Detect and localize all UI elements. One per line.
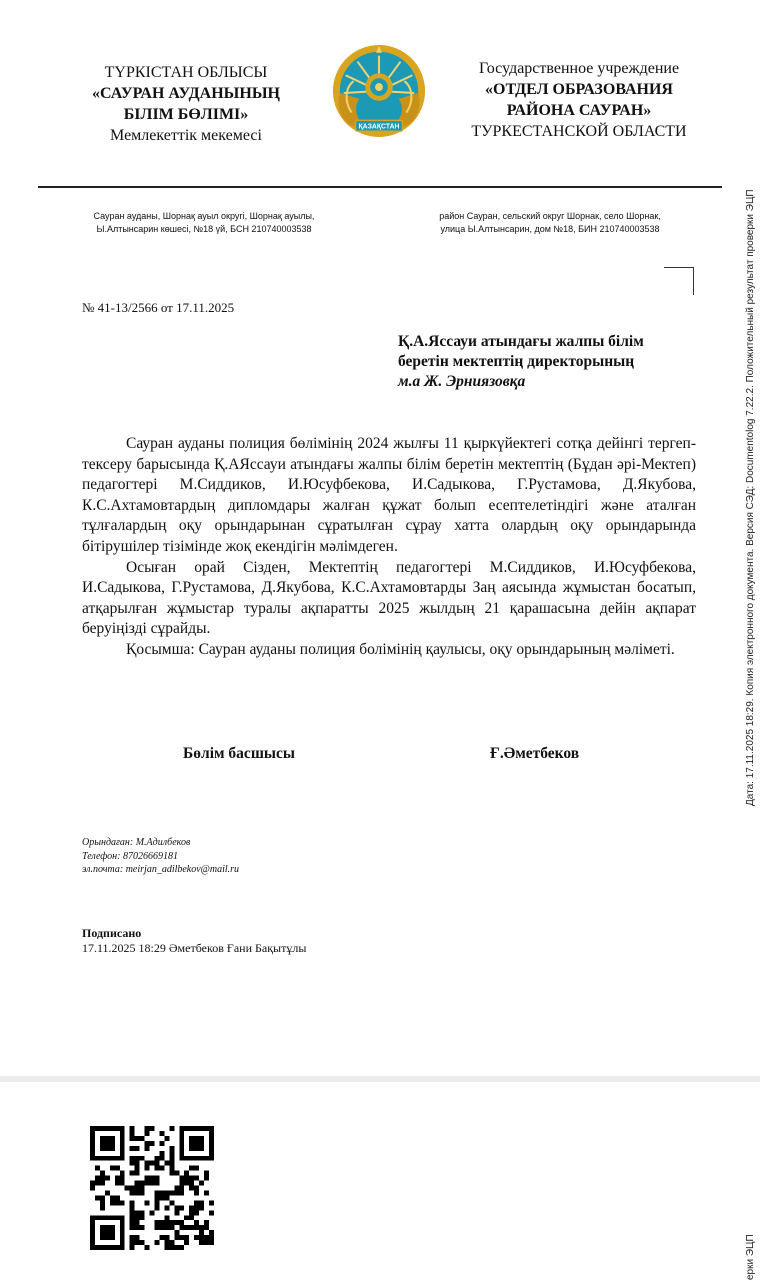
region-name-kz: ТҮРКІСТАН ОБЛЫСЫ bbox=[104, 64, 268, 81]
org-name-ru-2: РАЙОНА САУРАН» bbox=[506, 102, 652, 119]
header-divider bbox=[38, 186, 722, 188]
header-kazakh bbox=[66, 62, 306, 146]
address-ru-line: район Сауран, сельский округ Шорнак, село Шорнак, bbox=[439, 211, 661, 221]
addressee bbox=[398, 332, 698, 392]
emblem-text: ҚАЗАҚСТАН bbox=[358, 123, 400, 131]
side-verification-stamp: Дата: 17.11.2025 18:29. Копия электронного документа. Версия СЭД: Documentolog 7.22.2. Положительный результат проверки ЭЦП bbox=[745, 189, 756, 806]
executor-phone: Телефон: 87026669181 bbox=[82, 850, 178, 862]
address-kz-line: Сауран ауданы, Шорнақ ауыл округі, Шорнақ ауылы, bbox=[93, 211, 315, 221]
address-kazakh bbox=[66, 210, 342, 236]
signatory-name: Ғ.Әметбеков bbox=[490, 745, 580, 762]
address-russian bbox=[420, 210, 680, 236]
org-name-kz-2: БІЛІМ БӨЛІМІ» bbox=[123, 106, 249, 123]
digital-signature-block bbox=[82, 926, 306, 956]
org-name-ru-1: «ОТДЕЛ ОБРАЗОВАНИЯ bbox=[485, 81, 673, 98]
org-type-ru: Государственное учреждение bbox=[478, 60, 680, 77]
side-verification-stamp-page2: ерки ЭЦП bbox=[745, 1234, 756, 1280]
addressee-line: беретін мектептің директорының bbox=[398, 353, 635, 370]
executor-info bbox=[82, 836, 239, 877]
region-name-ru: ТУРКЕСТАНСКОЙ ОБЛАСТИ bbox=[471, 123, 687, 140]
body-paragraph: Сауран ауданы полиция бөлімінің 2024 жылғы 11 қыркүйектегі сотқа дейінгі тергеп-тексеру барысында Қ.АЯссауи атындағы жалпы білім беретін мектептің (Бұдан әрі-Мектеп) педагогтері М.Сиддиков, И.Юсуфбекова, И.Садыкова, Г.Рустамова, Д.Якубова, К.С.Ахтамовтардың дипломдары жалған құжат болып есептелетіндігі және аталған тұлғалардың оқу орындарынан сұратылған сұрау хатта олардың оқу орындарында бітірушілер тізімінде жоқ екендігін мәлімдеген. bbox=[82, 435, 696, 555]
executor-name: Орындаған: М.Адилбеков bbox=[82, 837, 191, 848]
body-paragraph: Осыған орай Сізден, Мектептің педагогтері М.Сиддиков, И.Юсуфбекова, И.Садыкова, Г.Рустамова, Д.Якубова, К.С.Ахтамовтарды Заң аясында жұмыстан босатып, атқарылған жұмыстар туралы ақпаратты 2025 жылдың 21 қарашасына дейін ақпарат беруіңізді сұрайды. bbox=[82, 558, 696, 638]
address-kz-line: Ы.Алтынсарин көшесі, №18 үй, БСН 210740003538 bbox=[96, 224, 312, 234]
address-ru-line: улица Ы.Алтынсарин, дом №18, БИН 210740003538 bbox=[440, 224, 660, 234]
signatory-title: Бөлім басшысы bbox=[183, 745, 295, 762]
letter-body bbox=[82, 434, 696, 661]
state-emblem-icon bbox=[330, 42, 428, 140]
org-name-kz-1: «САУРАН АУДАНЫНЫҢ bbox=[92, 85, 280, 102]
qr-code-icon bbox=[90, 1126, 214, 1250]
addressee-line: Қ.А.Яссауи атындағы жалпы білім bbox=[398, 333, 644, 350]
header-russian bbox=[440, 58, 718, 142]
document-number: № 41-13/2566 от 17.11.2025 bbox=[82, 300, 235, 315]
body-paragraph: Қосымша: Сауран ауданы полиция болімінің қаулысы, оқу орындарының мәліметі. bbox=[126, 640, 675, 658]
addressee-name: м.а Ж. Эрниязовқа bbox=[398, 373, 526, 390]
executor-email: эл.почта: meirjan_adilbekov@mail.ru bbox=[82, 864, 240, 875]
signed-details: 17.11.2025 18:29 Әметбеков Ғани Бақытұлы bbox=[82, 941, 307, 955]
signed-label: Подписано bbox=[82, 926, 142, 940]
corner-mark bbox=[664, 267, 694, 295]
org-type-kz: Мемлекеттік мекемесі bbox=[110, 127, 262, 144]
